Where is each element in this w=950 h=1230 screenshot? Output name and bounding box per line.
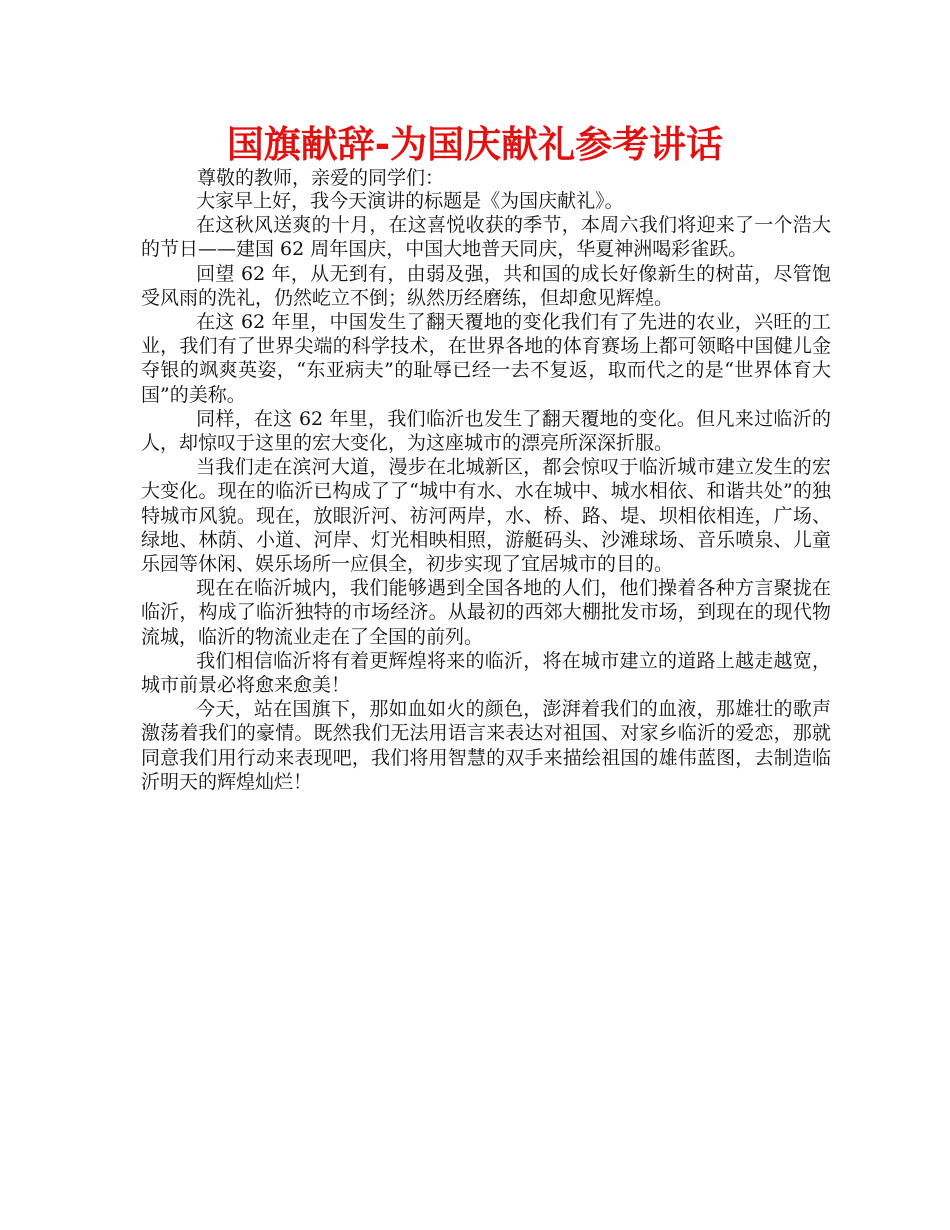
paragraph-8: 我们相信临沂将有着更辉煌将来的临沂，将在城市建立的道路上越走越宽，城市前景必将愈来愈美！: [141, 649, 831, 697]
paragraph-7: 现在在临沂城内，我们能够遇到全国各地的人们，他们操着各种方言聚拢在临沂，构成了临沂独特的市场经济。从最初的西郊大棚批发市场，到现在的现代物流城，临沂的物流业走在了全国的前列。: [141, 577, 831, 648]
paragraph-9: 今天，站在国旗下，那如血如火的颜色，澎湃着我们的血液，那雄壮的歌声激荡着我们的豪情。既然我们无法用语言来表达对祖国、对家乡临沂的爱恋，那就同意我们用行动来表现吧，我们将用智慧的双手来描绘祖国的雄伟蓝图，去制造临沂明天的辉煌灿烂！: [141, 698, 831, 793]
paragraph-4: 在这 62 年里，中国发生了翻天覆地的变化我们有了先进的农业，兴旺的工业，我们有了世界尖端的科学技术，在世界各地的体育赛场上都可领略中国健儿金夺银的飒爽英姿，“东亚病夫”的耻辱已经一去不复返，取而代之的是“世界体育大国”的美称。: [141, 311, 831, 406]
paragraph-5: 同样，在这 62 年里，我们临沂也发生了翻天覆地的变化。但凡来过临沂的人，却惊叹于这里的宏大变化，为这座城市的漂亮所深深折服。: [141, 407, 831, 455]
document-body: [141, 189, 831, 794]
paragraph-3: 回望 62 年，从无到有，由弱及强，共和国的成长好像新生的树苗，尽管饱受风雨的洗礼，仍然屹立不倒；纵然历经磨练，但却愈见辉煌。: [141, 262, 831, 309]
paragraph-1: 大家早上好，我今天演讲的标题是《为国庆献礼》。: [196, 190, 624, 212]
document-title: 国旗献辞-为国庆献礼参考讲话: [226, 123, 724, 166]
paragraph-6: 当我们走在滨河大道，漫步在北城新区，都会惊叹于临沂城市建立发生的宏大变化。现在的临沂已构成了了“城中有水、水在城中、城水相依、和谐共处”的独特城市风貌。现在，放眼沂河、祊河两岸，水、桥、路、堤、坝相依相连，广场、绿地、林荫、小道、河岸、灯光相映相照，游艇码头、沙滩球场、音乐喷泉、儿童乐园等休闲、娱乐场所一应俱全，初步实现了宜居城市的目的。: [141, 456, 831, 576]
paragraph-2: 在这秋风送爽的十月，在这喜悦收获的季节，本周六我们将迎来了一个浩大的节日——建国 62 周年国庆，中国大地普天同庆，华夏神洲喝彩雀跃。: [141, 214, 831, 261]
greeting-line: 尊敬的教师，亲爱的同学们：: [197, 167, 445, 189]
